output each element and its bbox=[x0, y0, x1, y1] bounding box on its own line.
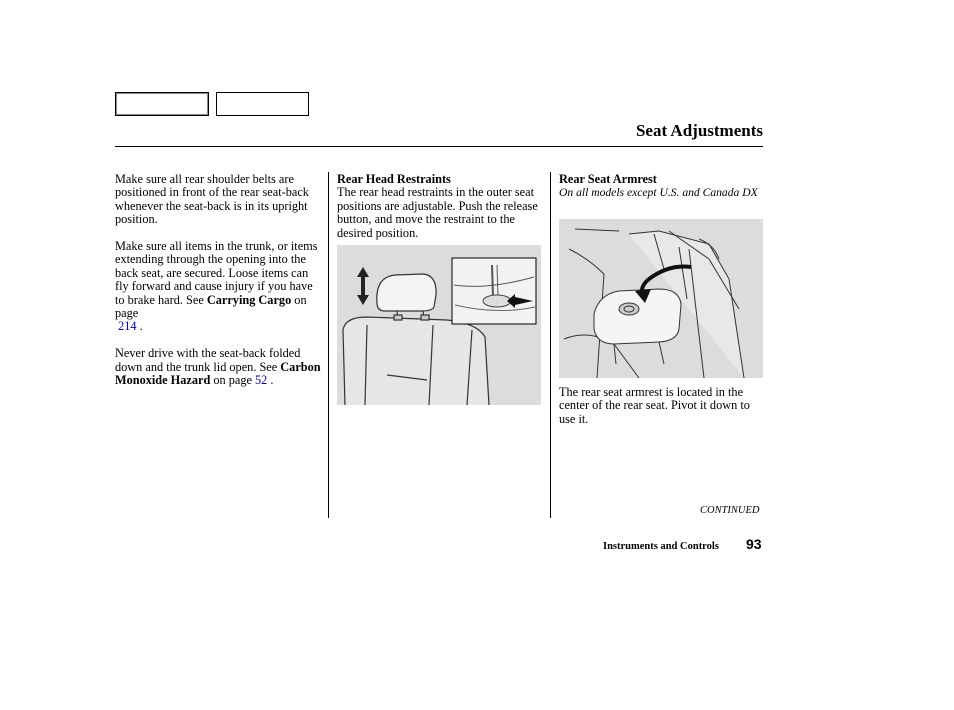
period-2: . bbox=[267, 373, 274, 388]
page-number: 93 bbox=[746, 536, 762, 552]
on-page-text: on page bbox=[115, 292, 307, 321]
footer-section-title: Instruments and Controls bbox=[603, 541, 719, 552]
header-tab-box-2 bbox=[216, 92, 309, 116]
page-link-52[interactable]: 52 bbox=[255, 373, 268, 388]
on-page-text-2: on page bbox=[210, 373, 256, 388]
column-3 bbox=[559, 173, 763, 200]
paragraph-shoulder-belts: Make sure all rear shoulder belts are positioned in front of the rear seat-back whenever the seat-back is in its upright position. bbox=[115, 172, 309, 227]
rear-head-restraints-body: The rear head restraints in the outer seat positions are adjustable. Push the release button, and move the restraint to the desired position. bbox=[337, 185, 538, 240]
trunk-items-text: Make sure all items in the trunk, or items extending through the opening into the back seat, are secured. Loose items can fly forward and cause injury if you have to brake hard. See bbox=[115, 239, 318, 307]
rear-head-restraints-heading: Rear Head Restraints bbox=[337, 172, 451, 186]
column-divider-2 bbox=[550, 172, 551, 518]
never-drive-text: Never drive with the seat-back folded down and the trunk lid open. See bbox=[115, 346, 301, 374]
rear-seat-armrest-heading: Rear Seat Armrest bbox=[559, 172, 657, 186]
continued-label: CONTINUED bbox=[700, 505, 760, 516]
armrest-description: The rear seat armrest is located in the center of the rear seat. Pivot it down to use it. bbox=[559, 385, 750, 426]
armrest-illustration bbox=[559, 219, 763, 378]
header-rule bbox=[115, 146, 763, 147]
column-1 bbox=[115, 173, 323, 401]
paragraph-trunk-items bbox=[115, 240, 323, 334]
page-link-214[interactable]: 214 bbox=[118, 319, 137, 334]
column-divider-1 bbox=[328, 172, 329, 518]
armrest-model-note: On all models except U.S. and Canada DX bbox=[559, 186, 758, 200]
carbon-monoxide-ref: Carbon Monoxide Hazard bbox=[115, 359, 321, 388]
paragraph-never-drive bbox=[115, 347, 323, 387]
column-2 bbox=[337, 173, 545, 240]
carrying-cargo-ref: Carrying Cargo bbox=[206, 292, 292, 307]
period: . bbox=[136, 319, 143, 334]
page-title: Seat Adjustments bbox=[635, 121, 763, 140]
head-restraint-illustration bbox=[337, 245, 541, 405]
header-tab-box-1 bbox=[115, 92, 209, 116]
